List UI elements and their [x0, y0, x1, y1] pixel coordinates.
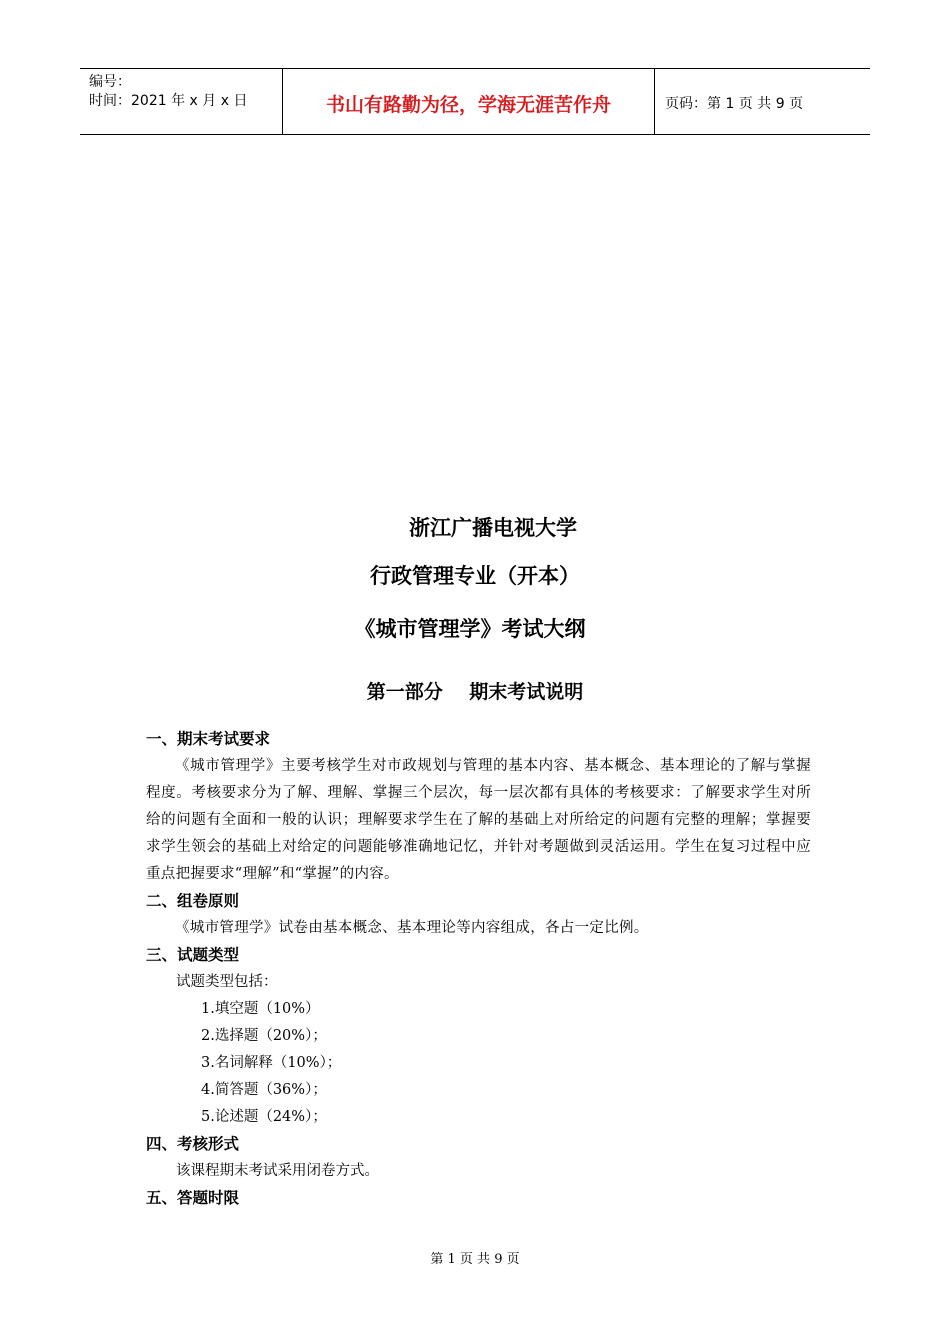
list-item: 5.论述题（24%）； — [201, 1109, 327, 1125]
title-part: 第一部分 期末考试说明 — [366, 681, 584, 703]
section-heading-1: 一、期末考试要求 — [146, 730, 271, 748]
time-label: 时间：2021 年 x 月 x 日 — [89, 93, 248, 109]
header-page-info: 页码：第 1 页 共 9 页 — [665, 95, 804, 112]
list-item: 2.选择题（20%）； — [201, 1028, 327, 1044]
section-text-2: 《城市管理学》试卷由基本概念、基本理论等内容组成，各占一定比例。 — [175, 920, 649, 936]
list-item: 4.简答题（36%）； — [201, 1082, 327, 1098]
document-header — [80, 68, 870, 135]
document-body — [146, 726, 811, 1212]
section-intro-3: 试题类型包括： — [176, 974, 278, 990]
section-heading-3: 三、试题类型 — [146, 946, 240, 964]
title-course: 《城市管理学》考试大纲 — [354, 617, 586, 641]
serial-label: 编号： — [89, 74, 131, 90]
title-university: 浙江广播电视大学 — [409, 516, 577, 540]
page-footer: 第 1 页 共 9 页 — [430, 1252, 520, 1267]
section-heading-2: 二、组卷原则 — [146, 892, 240, 910]
list-item: 3.名词解释（10%）； — [201, 1055, 342, 1071]
header-meta — [80, 69, 283, 134]
list-item: 1.填空题（10%） — [201, 1001, 320, 1017]
title-major: 行政管理专业（开本） — [370, 564, 580, 588]
section-text-4: 该课程期末考试采用闭卷方式。 — [176, 1163, 379, 1179]
section-text-1: 《城市管理学》主要考核学生对市政规划与管理的基本内容、基本概念、基本理论的了解与掌握程度。考核要求分为了解、理解、掌握三个层次，每一层次都有具体的考核要求：了解要求学生对所给的问题有全面和一般的认识；理解要求学生在了解的基础上对所给定的问题有完整的理解；掌握要求学生领会的基础上对给定的问题能够准确地记忆，并针对考题做到灵活运用。学生在复习过程中应重点把握要求“理解”和“掌握”的内容。 — [146, 758, 811, 882]
section-heading-4: 四、考核形式 — [146, 1135, 240, 1153]
header-motto: 书山有路勤为径，学海无涯苦作舟 — [283, 69, 655, 134]
section-heading-5: 五、答题时限 — [146, 1189, 240, 1207]
